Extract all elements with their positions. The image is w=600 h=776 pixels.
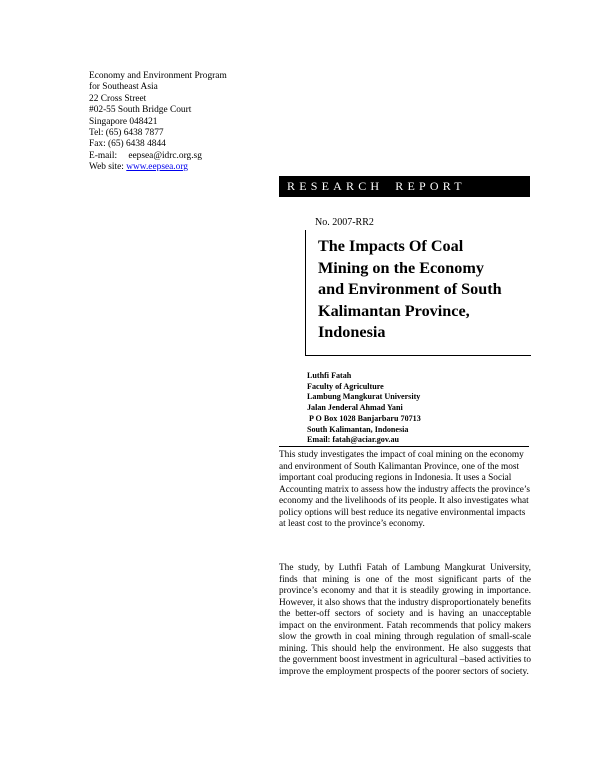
- author-region: South Kalimantan, Indonesia: [307, 424, 409, 434]
- research-report-banner: [279, 176, 530, 197]
- website-link[interactable]: www.eepsea.org: [126, 162, 188, 173]
- address-line-building: #02-55 South Bridge Court: [89, 105, 192, 116]
- author-email: Email: fatah@aciar.gov.au: [307, 435, 399, 445]
- summary-paragraph-1: This study investigates the impact of coal mining on the economy and environment of South Kalimantan Province, one of the most important coal producing regions in Indonesia. It uses a Social Accounting matrix to assess how the industry affects the province’s economy and the livelihoods of its people. It also investigates what policy options will best reduce its negative environmental impacts at least cost to the province’s economy.: [279, 450, 531, 529]
- title-line: and Environment of South: [318, 280, 502, 299]
- banner-word-report: REPORT: [395, 179, 466, 193]
- address-telephone: Tel: (65) 6438 7877: [89, 128, 164, 139]
- title-line: Indonesia: [318, 323, 386, 342]
- address-website-row: [89, 162, 227, 173]
- author-name: Luthfi Fatah: [307, 371, 352, 380]
- address-line-city: Singapore 048421: [89, 116, 158, 127]
- publisher-address-block: [89, 71, 227, 174]
- title-line: Kalimantan Province,: [318, 301, 470, 320]
- email-value: eepsea@idrc.org.sg: [128, 150, 202, 161]
- summary-paragraph-2: The study, by Luthfi Fatah of Lambung Mangkurat University, finds that mining is one of the most significant parts of the province’s economy and that it is steadily growing in importance. However, it also shows that the industry disproportionately benefits the better-off sectors of society and is having an unacceptable impact on the environment. Fatah recommends that policy makers slow the growth in coal mining through regulation of small-scale mining. This should help the environment. He also suggests that the government boost investment in agricultural –based activities to improve the employment prospects of the poorer sectors of society.: [279, 563, 531, 677]
- address-line-region: for Southeast Asia: [89, 82, 158, 93]
- website-label: Web site:: [89, 162, 124, 173]
- email-label: E-mail:: [89, 150, 118, 161]
- address-email-row: [89, 151, 227, 162]
- banner-word-research: RESEARCH: [287, 179, 384, 193]
- author-block: [307, 371, 421, 446]
- address-line-street: 22 Cross Street: [89, 93, 147, 104]
- author-street: Jalan Jenderal Ahmad Yani: [307, 403, 403, 413]
- address-line-program: Economy and Environment Program: [89, 71, 227, 81]
- address-fax: Fax: (65) 6438 4844: [89, 139, 166, 150]
- author-university: Lambung Mangkurat University: [307, 392, 421, 402]
- divider-rule: [279, 446, 529, 447]
- report-title: [318, 236, 530, 344]
- author-faculty: Faculty of Agriculture: [307, 381, 384, 391]
- title-line: The Impacts Of Coal: [318, 237, 464, 255]
- title-line: Mining on the Economy: [318, 258, 484, 277]
- author-pobox: P O Box 1028 Banjarbaru 70713: [307, 413, 421, 423]
- title-frame: [305, 230, 531, 356]
- report-number: No. 2007-RR2: [315, 217, 374, 228]
